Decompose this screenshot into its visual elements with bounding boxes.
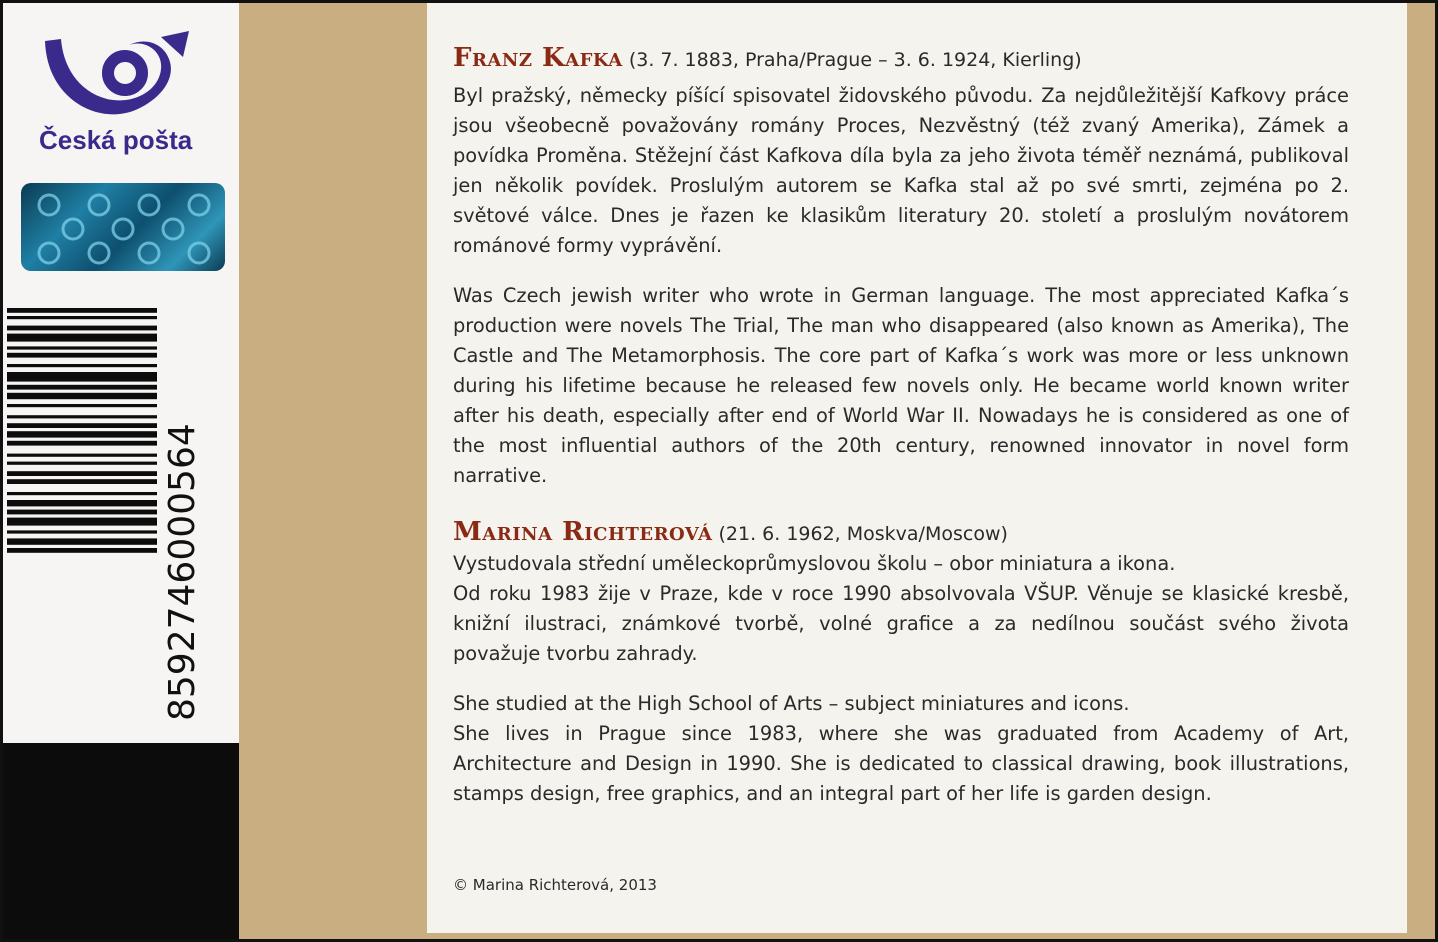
kafka-name: Franz Kafka bbox=[453, 43, 623, 73]
richterova-name: Marina Richterová bbox=[453, 517, 713, 547]
barcode-digits-text: 8592746000564 bbox=[162, 423, 203, 721]
hologram-security-icon bbox=[21, 183, 225, 271]
barcode-bar bbox=[7, 471, 157, 476]
barcode-number bbox=[158, 321, 204, 721]
richterova-text-en-2: She lives in Prague since 1983, where she was graduated from Academy of Art, Architecture and Design in 1990. She is dedicated to classical drawing, book illustrations, stamps design, free graphics, and an integral part of her life is garden design. bbox=[453, 722, 1349, 805]
kafka-text-cs: Byl pražský, německy píšící spisovatel židovského původu. Za nejdůležitější Kafkovy práce jsou všeobecně považovány romány Proces, Nezvěstný (též zvaný Amerika), Zámek a povídka Proměna. Stěžejní část Kafkova díla byla za jeho života téměř neznámá, publikoval jen několik povídek. Proslulým autorem se Kafka stal až po své smrti, zejména po 2. světové válce. Dnes je řazen ke klasikům literatury 20. století a proslulým novátorem románové formy vyprávění. bbox=[453, 84, 1349, 257]
richterova-text-cs-2: Od roku 1983 žije v Praze, kde v roce 1990 absolvovala VŠUP. Věnuje se klasické kresbě, knižní ilustraci, známkové tvorbě, volné grafice a za nedílnou součást svého života považuje tvorbu zahrady. bbox=[453, 582, 1349, 665]
post-horn-logo-icon bbox=[37, 29, 197, 129]
barcode-bar bbox=[7, 538, 157, 544]
barcode-bar bbox=[7, 423, 157, 428]
barcode-bar bbox=[7, 479, 157, 484]
content bbox=[453, 43, 1349, 809]
barcode-bar bbox=[7, 308, 157, 313]
richterova-text-cs-1: Vystudovala střední uměleckoprůmyslovou školu – obor miniatura a ikona. bbox=[453, 552, 1176, 575]
barcode-bar bbox=[7, 548, 157, 553]
richterova-dates: (21. 6. 1962, Moskva/Moscow) bbox=[718, 523, 1008, 545]
richterova-heading bbox=[453, 517, 1349, 549]
barcode-bar bbox=[7, 500, 157, 506]
kafka-text-en: Was Czech jewish writer who wrote in German language. The most appreciated Kafka´s production were novels The Trial, The man who disappeared (also known as Amerika), The Castle and The Metamorphosis. The core part of Kafka´s work was more or less unknown during his lifetime because he released few novels only. He became world known writer after his death, especially after end of World War II. Nowadays he is considered as one of the most influential authors of the 20th century, renowned innovator in novel form narrative. bbox=[453, 284, 1349, 487]
barcode-bar bbox=[7, 385, 157, 390]
kafka-dates: (3. 7. 1883, Praha/Prague – 3. 6. 1924, Kierling) bbox=[628, 49, 1082, 71]
barcode-bar bbox=[7, 353, 157, 358]
barcode-bar bbox=[7, 431, 157, 437]
barcode-bar bbox=[7, 518, 157, 526]
left-strip bbox=[3, 3, 239, 743]
copyright: © Marina Richterová, 2013 bbox=[453, 876, 657, 894]
barcode-bar bbox=[7, 326, 157, 331]
black-block bbox=[3, 743, 239, 939]
barcode-bar bbox=[7, 454, 157, 457]
barcode-bar bbox=[7, 415, 157, 418]
brand-name: Česká pošta bbox=[39, 125, 193, 155]
richterova-text-en-1: She studied at the High School of Arts – subject miniatures and icons. bbox=[453, 692, 1130, 715]
barcode-bar bbox=[7, 393, 157, 399]
barcode-bar bbox=[7, 492, 157, 495]
barcode-bar bbox=[7, 441, 157, 446]
barcode-bar bbox=[7, 334, 157, 342]
barcode-bar bbox=[7, 364, 157, 367]
kafka-heading bbox=[453, 43, 1349, 75]
barcode-bar bbox=[7, 530, 157, 533]
barcode-bar bbox=[7, 316, 157, 319]
barcode-bar bbox=[7, 346, 157, 349]
barcode-bar bbox=[7, 462, 157, 465]
barcode-icon bbox=[7, 308, 157, 724]
barcode-bar bbox=[7, 404, 157, 407]
barcode-bar bbox=[7, 372, 157, 382]
barcode-bar bbox=[7, 510, 157, 515]
